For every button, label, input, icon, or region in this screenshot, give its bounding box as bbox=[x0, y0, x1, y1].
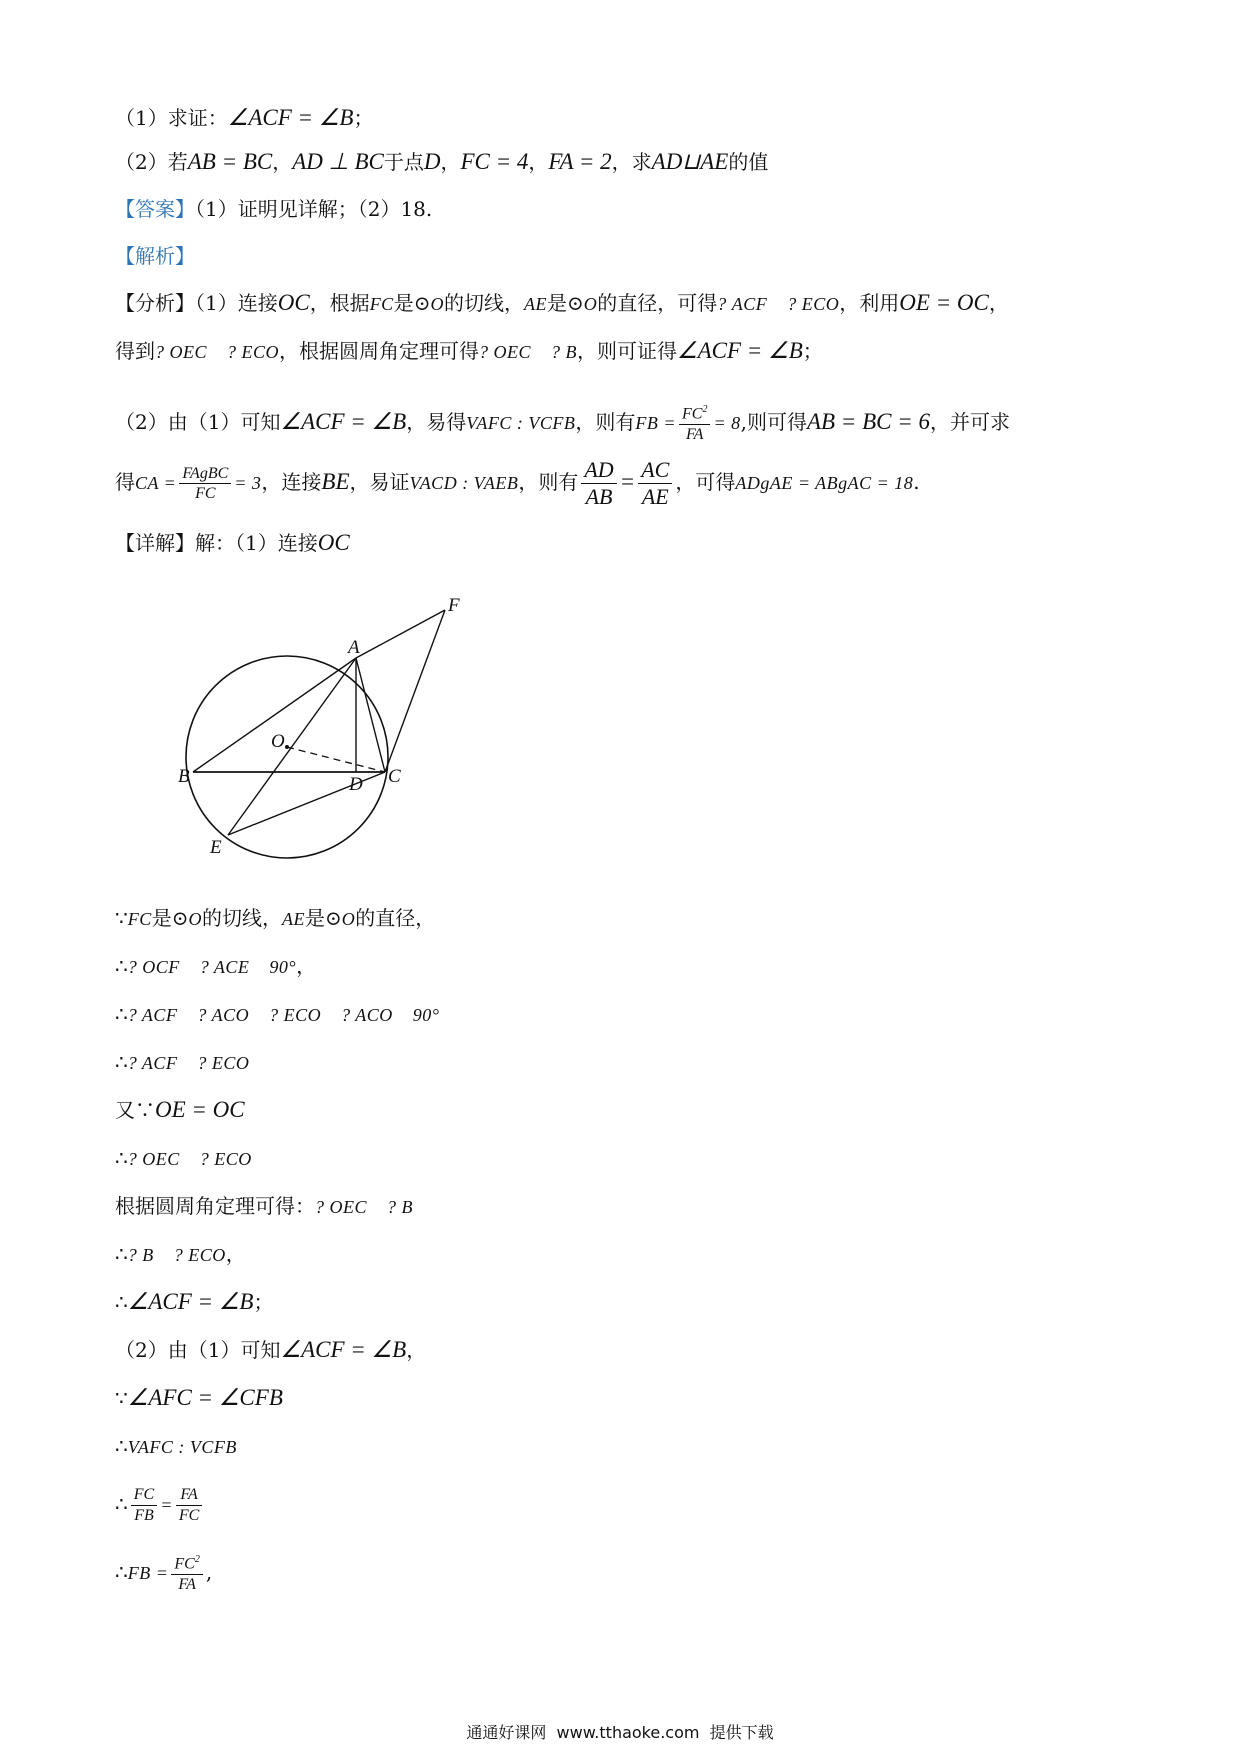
text: 的值 bbox=[728, 150, 769, 174]
text: 是⊙ bbox=[393, 291, 431, 315]
math: ? OEC ? ECO bbox=[127, 1149, 252, 1169]
text: ，易证 bbox=[349, 470, 410, 495]
analysis-line-4 bbox=[115, 458, 920, 509]
text: 的切线， bbox=[443, 291, 524, 315]
text: 是⊙ bbox=[546, 291, 584, 315]
math: O bbox=[583, 294, 598, 314]
math: FA = 2 bbox=[548, 149, 612, 174]
label-o: O bbox=[271, 731, 285, 752]
text: 于点 bbox=[383, 150, 424, 174]
math: VAFC : VCFB bbox=[466, 413, 576, 433]
text: 根据圆周角定理可得： bbox=[115, 1194, 315, 1218]
denominator: AB bbox=[585, 484, 613, 510]
text: 是⊙ bbox=[305, 906, 342, 930]
fraction bbox=[176, 1486, 202, 1524]
text: ， bbox=[296, 954, 317, 978]
math: AB = BC bbox=[187, 149, 273, 174]
text: ，利用 bbox=[839, 291, 900, 315]
text: ， bbox=[440, 150, 461, 174]
segment-fc bbox=[385, 610, 445, 772]
numerator: FC bbox=[681, 405, 703, 423]
denominator: FA bbox=[685, 425, 704, 443]
step-3 bbox=[115, 999, 439, 1030]
step-4 bbox=[115, 1047, 249, 1078]
math: FB = bbox=[635, 413, 676, 433]
math: ADgAE = ABgAC = 18 bbox=[735, 473, 914, 494]
step-9 bbox=[115, 1287, 273, 1317]
text: ，易得 bbox=[406, 410, 467, 434]
text: ； bbox=[353, 106, 374, 130]
math: BE bbox=[321, 469, 350, 495]
footer-site: 通通好课网 bbox=[466, 1723, 547, 1742]
text: （2）由（1）可知 bbox=[115, 1338, 281, 1362]
text: ， bbox=[225, 1242, 246, 1266]
step-7 bbox=[115, 1191, 413, 1222]
text: 是⊙ bbox=[151, 906, 189, 930]
step-2 bbox=[115, 951, 316, 982]
text: ， bbox=[528, 150, 549, 174]
numerator: AD bbox=[581, 458, 616, 484]
circle-o bbox=[186, 656, 388, 858]
denominator: FC bbox=[195, 485, 216, 503]
analysis-tag: 【解析】 bbox=[115, 244, 195, 268]
text: ， bbox=[272, 150, 293, 174]
page-footer bbox=[0, 1720, 1240, 1743]
analysis-line-2 bbox=[115, 336, 823, 367]
text: ∴ bbox=[115, 1434, 128, 1458]
step-1 bbox=[115, 903, 435, 934]
numerator: FAgBC bbox=[179, 465, 231, 485]
math: FC bbox=[369, 294, 394, 314]
fraction bbox=[638, 458, 672, 509]
math: FC = 4 bbox=[460, 149, 529, 174]
math: ? ACF ? ACO ? ECO ? ACO 90° bbox=[127, 1005, 440, 1025]
math: ∠AFC = ∠CFB bbox=[127, 1385, 283, 1410]
text: ，可得 bbox=[675, 470, 736, 495]
math: CA = bbox=[135, 473, 177, 494]
text: ∴ bbox=[115, 1146, 128, 1170]
text: ，求 bbox=[611, 150, 652, 174]
text: ， bbox=[988, 291, 1009, 315]
math: ? B ? ECO bbox=[127, 1245, 226, 1265]
segment-oc-dashed bbox=[287, 747, 385, 772]
math: ? OCF ? ACE 90° bbox=[127, 957, 297, 977]
text: ,则可得 bbox=[740, 410, 807, 434]
step-8 bbox=[115, 1239, 246, 1270]
math: OC bbox=[277, 290, 310, 315]
text: 得到 bbox=[115, 339, 155, 363]
denominator: AE bbox=[641, 484, 669, 510]
footer-url: www.tthaoke.com bbox=[556, 1723, 700, 1742]
answer-tag: 【答案】 bbox=[115, 197, 195, 221]
numerator: AC bbox=[638, 458, 672, 484]
math: O bbox=[188, 909, 203, 929]
step-10 bbox=[115, 1335, 426, 1365]
math: ∠ACF = ∠B bbox=[127, 1289, 254, 1314]
center-o bbox=[285, 745, 289, 749]
math: ? ACF ? ECO bbox=[717, 294, 840, 314]
step-6 bbox=[115, 1143, 252, 1174]
text: ； bbox=[253, 1290, 274, 1314]
text: ，连接 bbox=[261, 470, 322, 495]
math: OC bbox=[317, 530, 350, 555]
math: FC bbox=[127, 909, 152, 929]
math: VAFC : VCFB bbox=[127, 1437, 237, 1457]
geometry-figure bbox=[150, 585, 490, 875]
text: （2）若 bbox=[115, 150, 188, 174]
label-a: A bbox=[348, 637, 360, 658]
text: ∴ bbox=[115, 954, 128, 978]
exponent: 2 bbox=[702, 403, 708, 415]
label-f: F bbox=[448, 595, 460, 616]
math: = bbox=[160, 1495, 173, 1515]
step-12 bbox=[115, 1431, 237, 1462]
segment-af bbox=[356, 610, 445, 658]
exponent: 2 bbox=[194, 1553, 200, 1565]
math: = 8 bbox=[713, 413, 741, 433]
math: D bbox=[423, 149, 441, 174]
fraction bbox=[131, 1486, 157, 1524]
step-14 bbox=[115, 1546, 212, 1599]
text: 的直径， bbox=[355, 906, 436, 930]
text: ∴ bbox=[115, 1492, 128, 1516]
text: 的直径，可得 bbox=[597, 291, 718, 315]
text: , bbox=[205, 1560, 213, 1584]
fraction bbox=[171, 1554, 202, 1594]
text: ∴ bbox=[115, 1050, 128, 1074]
text: ，则可证得 bbox=[577, 339, 677, 363]
math: FB = bbox=[127, 1563, 169, 1583]
question-part-1 bbox=[115, 103, 373, 133]
detail-line bbox=[115, 528, 350, 558]
text: ，并可求 bbox=[929, 410, 1010, 434]
label-b: B bbox=[178, 766, 190, 787]
math: ? OEC ? B bbox=[315, 1197, 413, 1217]
label-c: C bbox=[388, 766, 401, 787]
segment-ae bbox=[228, 658, 356, 835]
analysis-line-1 bbox=[115, 288, 1009, 319]
text: 【详解】解：（1）连接 bbox=[115, 531, 318, 555]
text: 【分析】（1）连接 bbox=[115, 291, 278, 315]
math: AD ⊥ BC bbox=[292, 149, 384, 174]
math: ∠ACF = ∠B bbox=[280, 409, 407, 434]
question-part-2 bbox=[115, 147, 768, 177]
label-e: E bbox=[210, 837, 222, 858]
numerator: FA bbox=[176, 1486, 202, 1506]
text: 的切线， bbox=[202, 906, 283, 930]
text: ∴ bbox=[115, 1002, 128, 1026]
math: ? OEC ? B bbox=[479, 342, 577, 362]
math: ? OEC ? ECO bbox=[155, 342, 279, 362]
text: ，根据圆周角定理可得 bbox=[279, 339, 479, 363]
numerator: FC bbox=[174, 1555, 195, 1573]
math: AD⊔AE bbox=[651, 149, 729, 174]
math: = bbox=[619, 469, 636, 495]
math: ∠ACF = ∠B bbox=[677, 338, 803, 363]
math: = 3 bbox=[234, 473, 262, 494]
step-11 bbox=[115, 1383, 283, 1413]
denominator: FB bbox=[134, 1507, 154, 1524]
segment-ac bbox=[356, 658, 385, 772]
text: （2）由（1）可知 bbox=[115, 410, 281, 434]
denominator: FA bbox=[178, 1575, 196, 1593]
text: ，则有 bbox=[575, 410, 636, 434]
text: ∴ bbox=[115, 1290, 128, 1314]
text: ∵ bbox=[115, 906, 128, 930]
answer-line bbox=[115, 194, 432, 224]
math: AE bbox=[523, 294, 547, 314]
step-13 bbox=[115, 1478, 205, 1531]
text: ∴ bbox=[115, 1242, 128, 1266]
math: ∠ACF = ∠B bbox=[227, 105, 354, 130]
math: OE = OC bbox=[899, 290, 989, 315]
analysis-line-3 bbox=[115, 398, 1010, 447]
math: OE = OC bbox=[155, 1097, 245, 1122]
text: ∵ bbox=[115, 1386, 128, 1410]
denominator: FC bbox=[178, 1507, 200, 1524]
math: O bbox=[341, 909, 356, 929]
math: O bbox=[430, 294, 444, 314]
math: VACD : VAEB bbox=[409, 473, 519, 494]
text: ， bbox=[406, 1338, 427, 1362]
text: ，则有 bbox=[518, 470, 579, 495]
text: （1）求证： bbox=[115, 106, 228, 130]
fraction bbox=[179, 465, 231, 503]
fraction bbox=[679, 404, 710, 444]
label-d: D bbox=[349, 774, 363, 795]
fraction bbox=[581, 458, 616, 509]
text: ∴ bbox=[115, 1560, 128, 1584]
text: ，根据 bbox=[309, 291, 370, 315]
text: 又∵ bbox=[115, 1098, 155, 1122]
math: ? ACF ? ECO bbox=[127, 1053, 250, 1073]
text: ； bbox=[802, 339, 823, 363]
answer-text: （1）证明见详解；（2）18. bbox=[195, 197, 433, 221]
text: . bbox=[913, 470, 920, 495]
footer-note: 提供下载 bbox=[709, 1723, 774, 1742]
segment-ba bbox=[193, 658, 356, 772]
step-5 bbox=[115, 1095, 245, 1125]
numerator: FC bbox=[131, 1486, 157, 1506]
math: AB = BC = 6 bbox=[806, 409, 930, 434]
analysis-tag-line bbox=[115, 241, 195, 271]
math: ∠ACF = ∠B bbox=[280, 1337, 407, 1362]
math: AE bbox=[282, 909, 306, 929]
text: 得 bbox=[115, 470, 135, 495]
